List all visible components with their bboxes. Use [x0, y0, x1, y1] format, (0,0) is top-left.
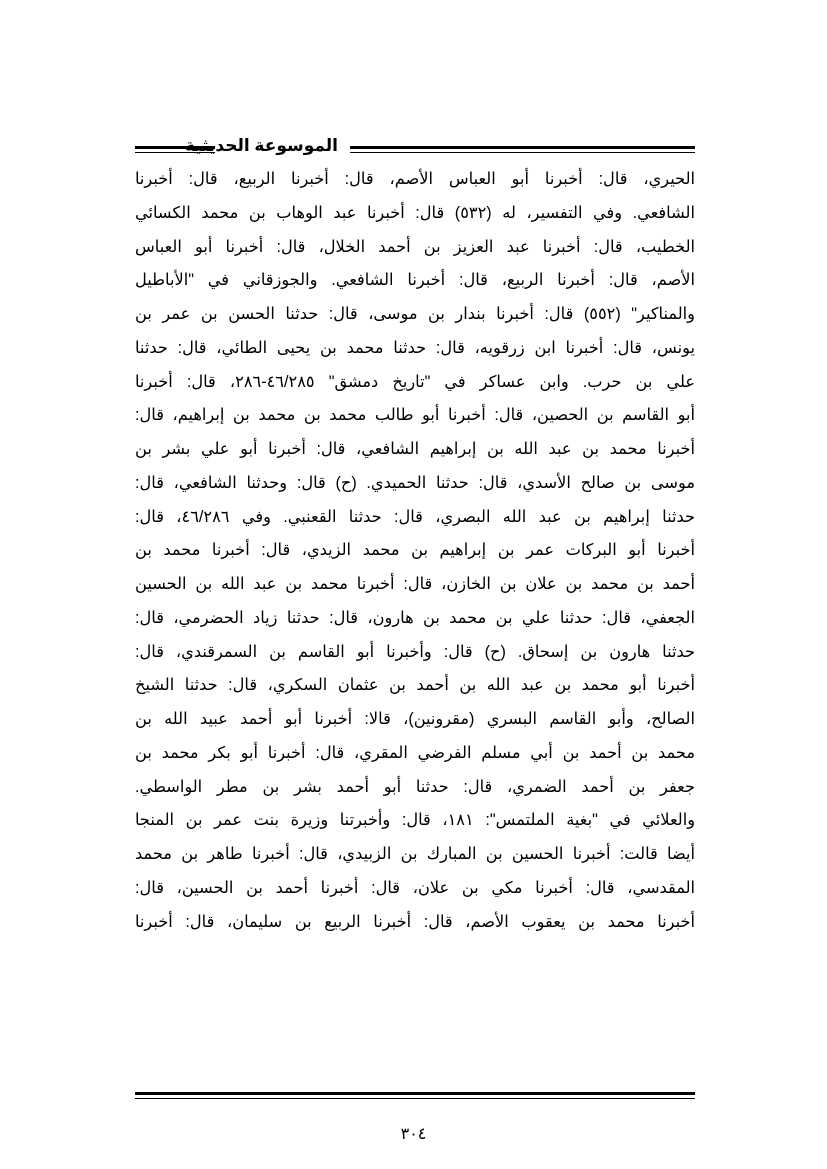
text-line: الأصم، قال: أخبرنا الربيع، قال: أخبرنا الشافعي. والجوزقاني في "الأباطيل [135, 271, 695, 290]
running-header [135, 136, 695, 160]
text-line: أخبرنا أبو البركات عمر بن إبراهيم بن محمد الزيدي، قال: أخبرنا محمد بن [135, 541, 695, 560]
footer-rule [135, 1092, 695, 1099]
text-line: الصالح، وأبو القاسم البسري (مقرونين)، قالا: أخبرنا أبو أحمد عبيد الله بن [135, 710, 695, 728]
text-line: أخبرنا محمد بن يعقوب الأصم، قال: أخبرنا الربيع بن سليمان، قال: أخبرنا [135, 912, 695, 931]
text-line: حدثنا هارون بن إسحاق. (ح) قال: وأخبرنا أبو القاسم بن السمرقندي، قال: [135, 642, 695, 661]
text-line: حدثنا إبراهيم بن عبد الله البصري، قال: حدثنا القعنبي. وفي ٤٦/٢٨٦، قال: [135, 507, 695, 526]
text-line: أيضا قالت: أخبرنا الحسين بن المبارك بن الزبيدي، قال: أخبرنا طاهر بن محمد [135, 845, 695, 863]
text-line: محمد بن أحمد بن أبي مسلم الفرضي المقري، قال: أخبرنا أبو بكر محمد بن [135, 743, 695, 762]
header-title: الموسوعة الحديثية [184, 136, 338, 155]
page-number: ٣٠٤ [400, 1126, 427, 1143]
text-line: موسى بن صالح الأسدي، قال: حدثنا الحميدي. (ح) قال: وحدثنا الشافعي، قال: [135, 473, 695, 492]
body-text [135, 163, 695, 939]
text-line: أخبرنا أبو محمد بن عبد الله بن أحمد بن عثمان السكري، قال: حدثنا الشيخ [135, 676, 695, 695]
text-line: الشافعي. وفي التفسير، له (٥٣٢) قال: أخبرنا عبد الوهاب بن محمد الكسائي [135, 203, 695, 222]
text-line: الحيري، قال: أخبرنا أبو العباس الأصم، قال: أخبرنا الربيع، قال: أخبرنا [135, 170, 695, 188]
header-rule-short [135, 146, 215, 153]
text-line: والمناكير" (٥٥٢) قال: أخبرنا بندار بن موسى، قال: حدثنا الحسن بن عمر بن [135, 305, 695, 323]
text-line: علي بن حرب. وابن عساكر في "تاريخ دمشق" ٤٦/٢٨٥-٢٨٦، قال: أخبرنا [135, 372, 695, 391]
text-line: أحمد بن محمد بن علان بن الخازن، قال: أخبرنا محمد بن عبد الله بن الحسين [135, 575, 695, 593]
text-line: المقدسي، قال: أخبرنا مكي بن علان، قال: أخبرنا أحمد بن الحسين، قال: [135, 878, 695, 897]
text-line: والعلائي في "بغية الملتمس": ١٨١، قال: وأخبرتنا وزيرة بنت عمر بن المنجا [135, 811, 695, 830]
text-line: الجعفي، قال: حدثنا علي بن محمد بن هارون، قال: حدثنا زياد الحضرمي، قال: [135, 608, 695, 627]
text-line: الخطيب، قال: أخبرنا عبد العزيز بن أحمد الخلال، قال: أخبرنا أبو العباس [135, 237, 695, 256]
header-rule-long [350, 146, 695, 153]
text-line: أبو القاسم بن الحصين، قال: أخبرنا أبو طالب محمد بن محمد بن إبراهيم، قال: [135, 406, 695, 425]
text-line: أخبرنا محمد بن عبد الله بن إبراهيم الشافعي، قال: أخبرنا أبو علي بشر بن [135, 440, 695, 458]
text-line: يونس، قال: أخبرنا ابن زرقويه، قال: حدثنا محمد بن يحيى الطائي، قال: حدثنا [135, 338, 695, 357]
text-line: جعفر بن أحمد الضمري، قال: حدثنا أبو أحمد بشر بن مطر الواسطي. [135, 777, 695, 796]
